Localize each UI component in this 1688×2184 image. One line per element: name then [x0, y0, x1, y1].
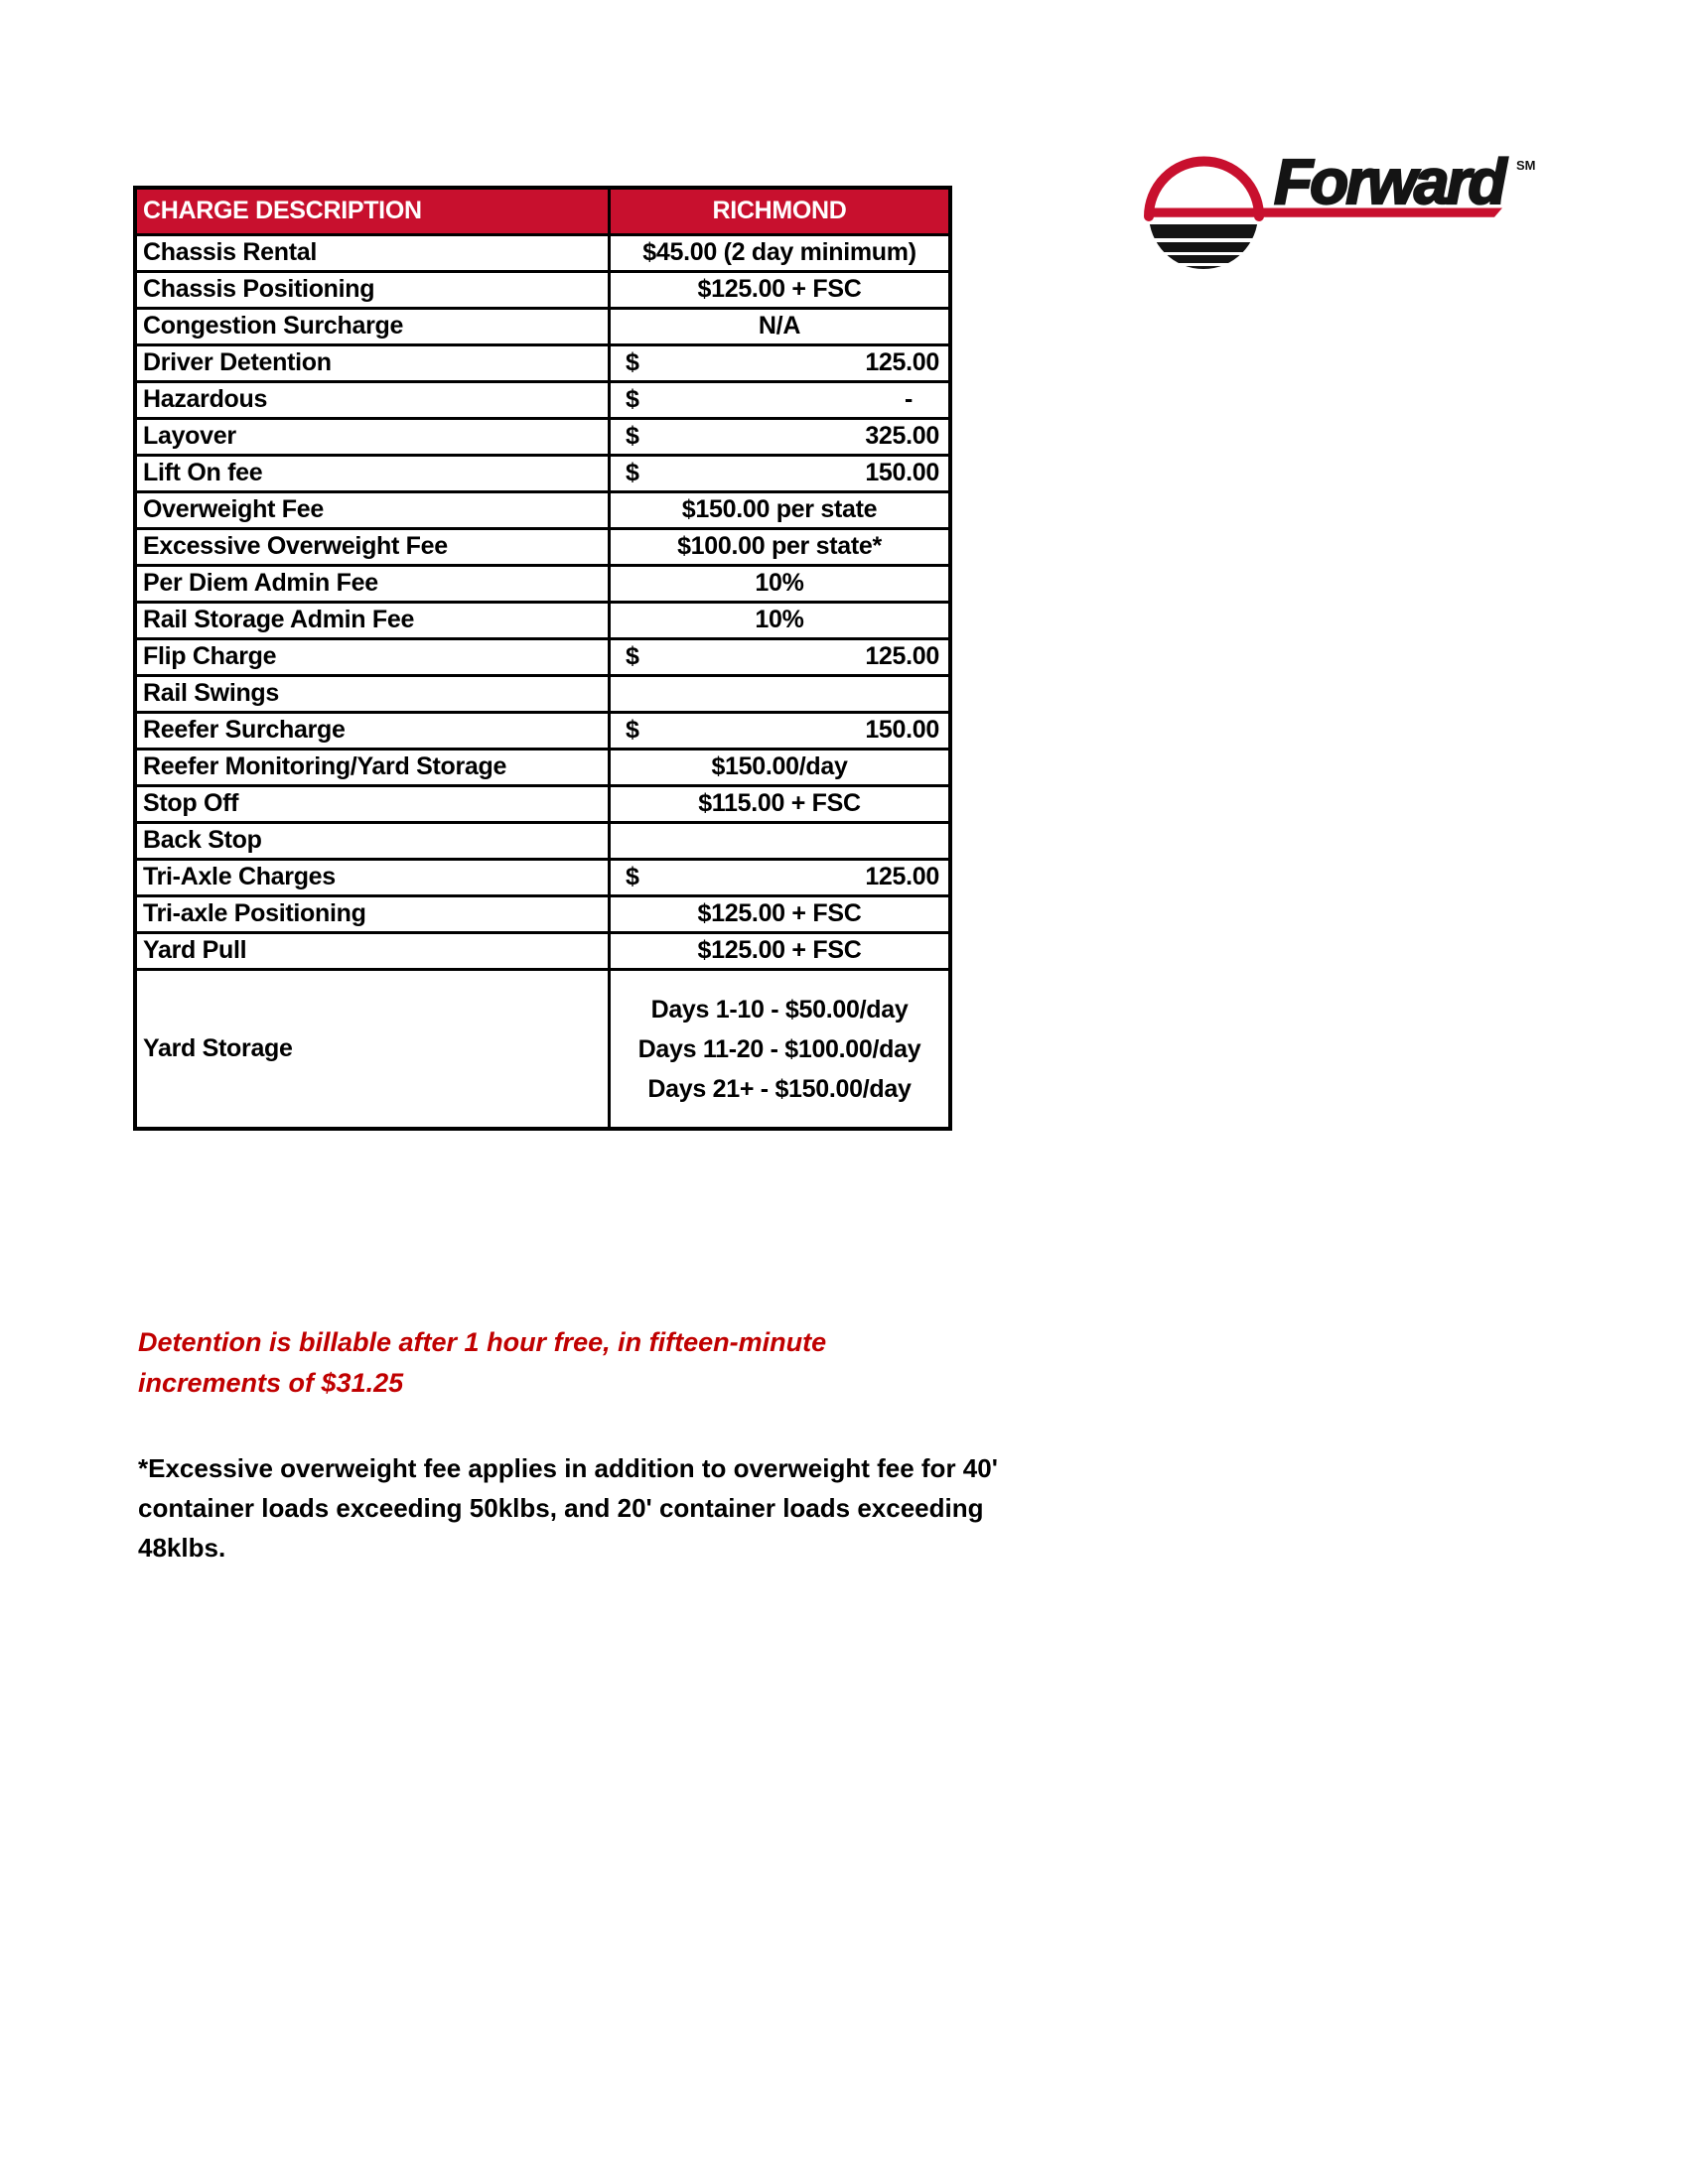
amount-value: 125.00: [865, 348, 939, 377]
richmond-value-cell: $100.00 per state*: [677, 532, 882, 561]
richmond-value-cell: $45.00 (2 day minimum): [642, 238, 916, 267]
table-row: [137, 894, 948, 931]
richmond-value-cell: [611, 420, 948, 454]
richmond-value-cell: 10%: [755, 606, 804, 634]
amount-value: 125.00: [865, 863, 939, 891]
charge-description-cell: Lift On fee: [137, 457, 611, 490]
overweight-note-line: *Excessive overweight fee applies in addition to overweight fee for 40': [138, 1453, 998, 1483]
table-row: [137, 784, 948, 821]
table-row: [137, 637, 948, 674]
charge-description-cell: Reefer Monitoring/Yard Storage: [137, 751, 611, 784]
charge-description-cell: Tri-Axle Charges: [137, 861, 611, 894]
logo-servicemark: SM: [1516, 158, 1536, 173]
charge-description-cell: Back Stop: [137, 824, 611, 858]
table-header-row: [137, 190, 948, 233]
currency-symbol: $: [626, 422, 639, 451]
charge-description-header: CHARGE DESCRIPTION: [137, 190, 611, 233]
charge-description-cell: Layover: [137, 420, 611, 454]
currency-symbol: $: [626, 385, 639, 414]
table-row: [137, 674, 948, 711]
table-row: [137, 417, 948, 454]
charge-description-cell: Yard Storage: [137, 971, 611, 1127]
amount-value: 125.00: [865, 642, 939, 671]
detention-note: [138, 1322, 826, 1404]
richmond-header: RICHMOND: [611, 190, 948, 233]
table-row: [137, 233, 948, 270]
richmond-value-cell: N/A: [758, 312, 801, 341]
overweight-note: [138, 1448, 998, 1568]
rate-table-body: [137, 233, 948, 1127]
logo-wordmark: Forward: [1274, 146, 1504, 217]
charge-description-cell: Hazardous: [137, 383, 611, 417]
rate-table: [133, 186, 952, 1131]
amount-value: 325.00: [865, 422, 939, 451]
charge-description-cell: Rail Storage Admin Fee: [137, 604, 611, 637]
richmond-value-cell: [611, 383, 948, 417]
table-row: [137, 931, 948, 968]
currency-symbol: $: [626, 459, 639, 487]
table-row: [137, 748, 948, 784]
table-row: [137, 490, 948, 527]
table-row: [137, 454, 948, 490]
table-row: [137, 858, 948, 894]
currency-symbol: $: [626, 863, 639, 891]
richmond-value-cell: [611, 824, 948, 858]
charge-description-cell: Rail Swings: [137, 677, 611, 711]
charge-description-cell: Driver Detention: [137, 346, 611, 380]
richmond-value-cell: 10%: [755, 569, 804, 598]
forward-logo: [1137, 122, 1544, 286]
overweight-note-line: 48klbs.: [138, 1533, 226, 1563]
charge-description-cell: Per Diem Admin Fee: [137, 567, 611, 601]
richmond-value-cell: $150.00/day: [711, 752, 848, 781]
currency-symbol: $: [626, 642, 639, 671]
richmond-value-cell: [611, 714, 948, 748]
table-row: [137, 343, 948, 380]
table-row: [137, 270, 948, 307]
richmond-value-cell: [611, 861, 948, 894]
charge-description-cell: Yard Pull: [137, 934, 611, 968]
charge-description-cell: Stop Off: [137, 787, 611, 821]
charge-description-cell: Overweight Fee: [137, 493, 611, 527]
detention-note-line: increments of $31.25: [138, 1368, 404, 1398]
charge-description-cell: Chassis Positioning: [137, 273, 611, 307]
overweight-note-line: container loads exceeding 50klbs, and 20' container loads exceeding: [138, 1493, 984, 1523]
charge-description-cell: Excessive Overweight Fee: [137, 530, 611, 564]
table-row: [137, 527, 948, 564]
tier-line: Days 1-10 - $50.00/day: [650, 995, 909, 1024]
richmond-value-cell: $115.00 + FSC: [698, 789, 861, 818]
table-row: [137, 821, 948, 858]
tier-line: Days 21+ - $150.00/day: [647, 1074, 912, 1103]
richmond-value-cell: [611, 677, 948, 711]
charge-description-cell: Congestion Surcharge: [137, 310, 611, 343]
richmond-value-cell: [611, 971, 948, 1127]
currency-symbol: $: [626, 716, 639, 745]
richmond-value-cell: $125.00 + FSC: [697, 275, 862, 304]
charge-description-cell: Flip Charge: [137, 640, 611, 674]
richmond-value-cell: $125.00 + FSC: [697, 899, 862, 928]
charge-description-cell: Reefer Surcharge: [137, 714, 611, 748]
charge-description-cell: Chassis Rental: [137, 236, 611, 270]
table-row: [137, 307, 948, 343]
table-row: [137, 380, 948, 417]
richmond-value-cell: $150.00 per state: [681, 495, 878, 524]
amount-value: 150.00: [865, 459, 939, 487]
table-row: [137, 601, 948, 637]
amount-value: -: [904, 385, 913, 414]
richmond-value-cell: [611, 457, 948, 490]
tier-line: Days 11-20 - $100.00/day: [637, 1034, 921, 1063]
table-row: [137, 968, 948, 1127]
forward-logo-graphic: [1137, 122, 1544, 286]
table-row: [137, 564, 948, 601]
amount-value: 150.00: [865, 716, 939, 745]
richmond-value-cell: [611, 346, 948, 380]
table-row: [137, 711, 948, 748]
charge-description-cell: Tri-axle Positioning: [137, 897, 611, 931]
logo-sun-stripes: [1137, 224, 1276, 274]
currency-symbol: $: [626, 348, 639, 377]
detention-note-line: Detention is billable after 1 hour free, in fifteen-minute: [138, 1327, 827, 1357]
richmond-value-cell: $125.00 + FSC: [697, 936, 862, 965]
richmond-value-cell: [611, 640, 948, 674]
